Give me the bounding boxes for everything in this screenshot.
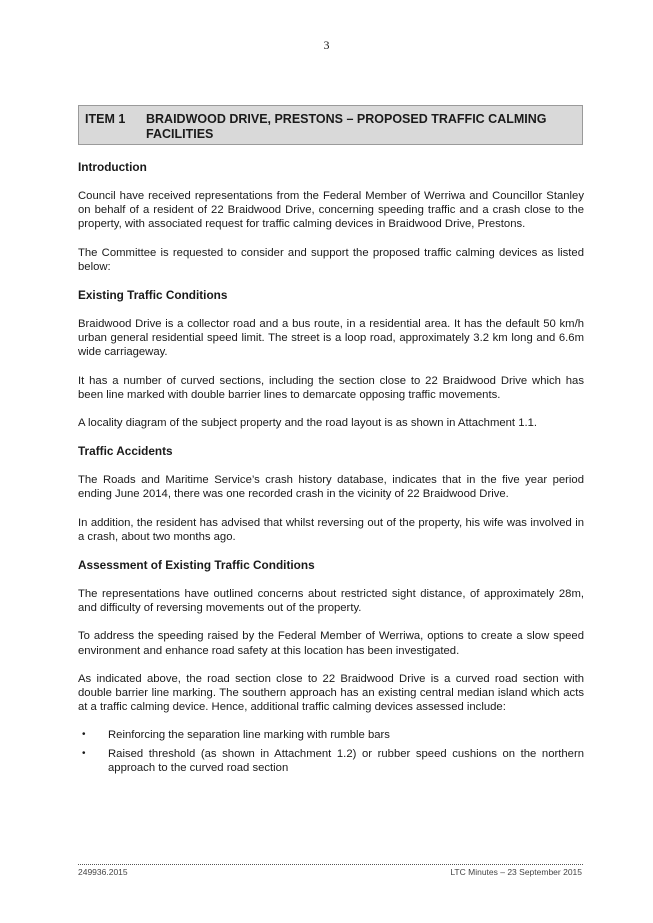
paragraph: Braidwood Drive is a collector road and a bus route, in a residential area. It has the default 50 km/h urban general residential speed limit. The street is a loop road, approximately 3.2 km long and 6.6m wide carriageway. <box>78 318 584 359</box>
section-heading-assessment: Assessment of Existing Traffic Conditions <box>78 558 315 573</box>
page-number: 3 <box>323 38 330 52</box>
paragraph: To address the speeding raised by the Federal Member of Werriwa, options to create a slow speed environment and enhance road safety at this location has been investigated. <box>78 630 584 657</box>
footer-minutes-date: LTC Minutes – 23 September 2015 <box>450 867 582 877</box>
list-item <box>78 747 584 775</box>
section-heading-existing-conditions: Existing Traffic Conditions <box>78 288 228 303</box>
list-item <box>78 728 584 742</box>
paragraph: The Roads and Maritime Service’s crash history database, indicates that in the five year period ending June 2014, there was one recorded crash in the vicinity of 22 Braidwood Drive. <box>78 474 584 501</box>
footer-document-number: 249936.2015 <box>78 867 128 877</box>
paragraph: A locality diagram of the subject property and the road layout is as shown in Attachment 1.1. <box>78 417 538 430</box>
paragraph: In addition, the resident has advised that whilst reversing out of the property, his wife was involved in a crash, about two months ago. <box>78 516 584 543</box>
paragraph: Council have received representations from the Federal Member of Werriwa and Councillor Stanley on behalf of a resident of 22 Braidwood Drive, concerning speeding traffic and a crash close to the property, with associated request for traffic calming devices in Braidwood Drive, Prestons. <box>78 190 584 231</box>
footer-divider <box>78 864 583 865</box>
item-heading-box <box>78 105 583 145</box>
paragraph: It has a number of curved sections, including the section close to 22 Braidwood Drive which has been line marked with double barrier lines to demarcate opposing traffic movements. <box>78 374 584 401</box>
item-number: ITEM 1 <box>85 112 126 126</box>
bullet-list <box>78 728 584 775</box>
paragraph: The representations have outlined concerns about restricted sight distance, of approximately 28m, and difficulty of reversing movements out of the property. <box>78 588 584 615</box>
paragraph: The Committee is requested to consider and support the proposed traffic calming devices as listed below: <box>78 246 584 273</box>
paragraph: As indicated above, the road section close to 22 Braidwood Drive is a curved road section with double barrier line marking. The southern approach has an existing central median island which acts at a traffic calming device. Hence, additional traffic calming devices assessed include: <box>78 672 584 714</box>
document-body <box>78 160 584 779</box>
item-title: BRAIDWOOD DRIVE, PRESTONS – PROPOSED TRAFFIC CALMING FACILITIES <box>146 112 547 141</box>
list-item-text: Reinforcing the separation line marking with rumble bars <box>108 729 390 742</box>
bullet-icon: • <box>82 747 86 759</box>
bullet-icon: • <box>82 729 86 741</box>
section-heading-traffic-accidents: Traffic Accidents <box>78 444 173 459</box>
section-heading-introduction: Introduction <box>78 160 147 174</box>
list-item-text: Raised threshold (as shown in Attachment 1.2) or rubber speed cushions on the northern approach to the curved road section <box>108 747 584 774</box>
